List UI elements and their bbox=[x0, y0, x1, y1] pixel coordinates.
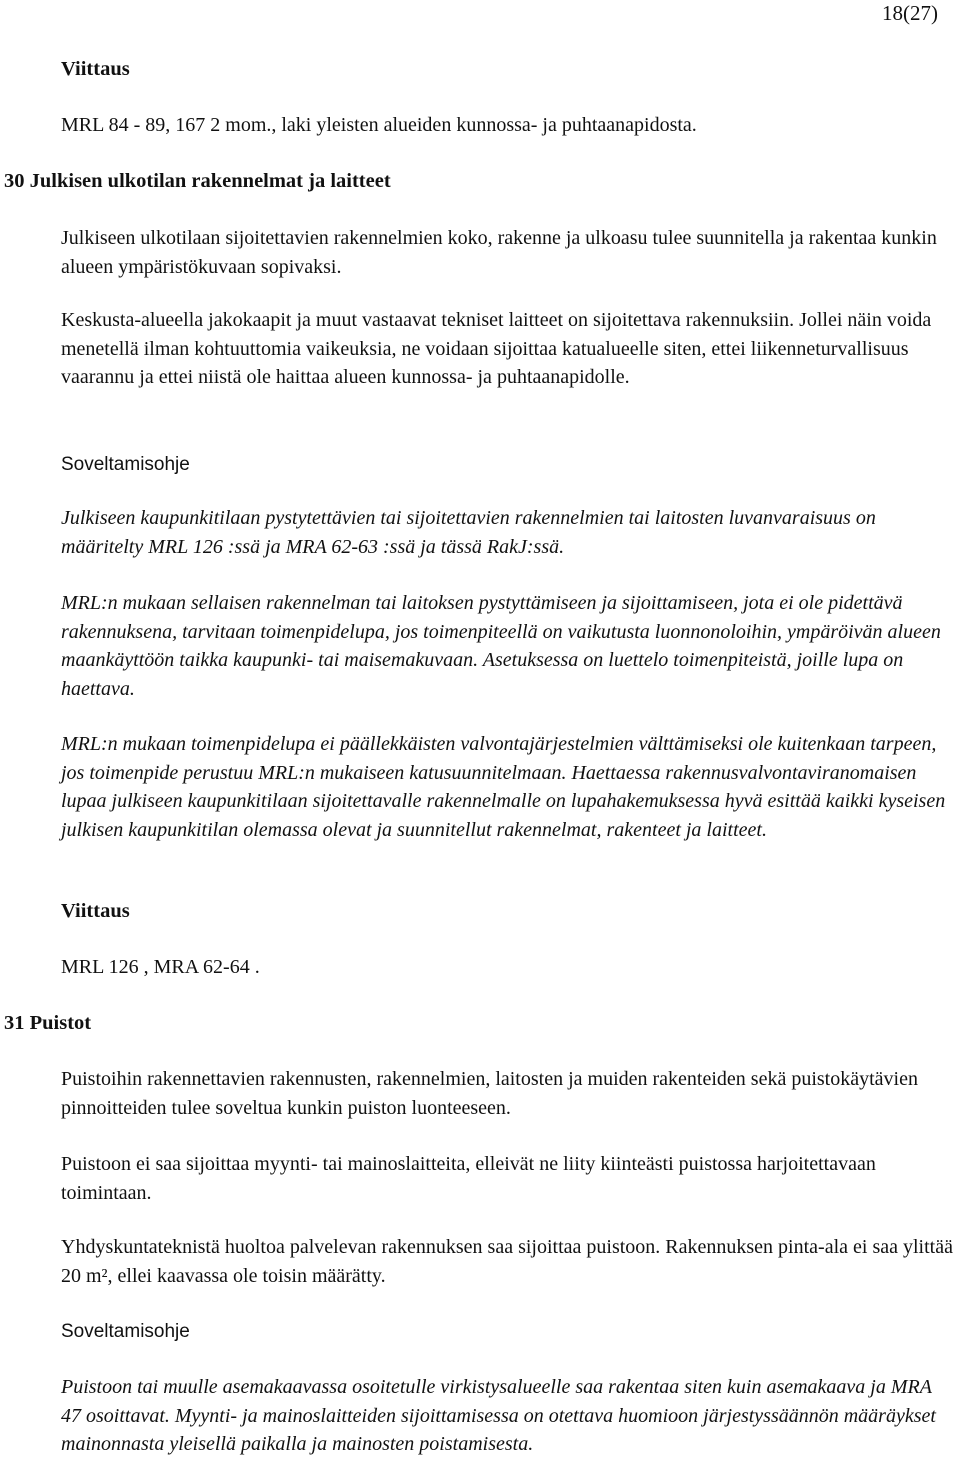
viittaus-text: MRL 126 , MRA 62-64 . bbox=[61, 956, 260, 978]
sec30-s2-block bbox=[61, 589, 953, 703]
section-31-paragraph-3: Yhdyskuntateknistä huoltoa palvelevan rakennuksen saa sijoittaa puistoon. Rakennuksen pinta-ala ei saa ylittää 20 m², ellei kaavassa ole toisin määrätty. bbox=[61, 1236, 953, 1287]
sec29-viittaus-text-block bbox=[61, 111, 953, 140]
sec31-p1-block bbox=[61, 1065, 953, 1122]
soveltamisohje-paragraph-2: MRL:n mukaan sellaisen rakennelman tai laitoksen pystyttämiseen ja sijoittamiseen, jota ei ole pidettävä rakennuksena, tarvitaan toimenpidelupa, jos toimenpiteellä on vaikutusta luonnonoloihin, ympäröivän alueen maankäyttöön taikka kaupunki- tai maisemakuvaan. Asetuksessa on luettelo toimenpiteistä, joille lupa on haettava. bbox=[61, 592, 941, 700]
page-number: 18(27) bbox=[882, 1, 938, 25]
sec30-p1-block bbox=[61, 224, 953, 281]
sec31-s1-block bbox=[61, 1373, 953, 1459]
sec30-soveltamisohje-block bbox=[61, 451, 953, 480]
viittaus-heading: Viittaus bbox=[61, 58, 130, 80]
section-31-paragraph-1: Puistoihin rakennettavien rakennusten, rakennelmien, laitosten ja muiden rakenteiden sekä puistokäytävien pinnoitteiden tulee soveltua kunkin puiston luonteeseen. bbox=[61, 1068, 918, 1119]
sec31-p3-block bbox=[61, 1233, 953, 1290]
section-30-paragraph-2: Keskusta-alueella jakokaapit ja muut vastaavat tekniset laitteet on sijoitettava rakennuksiin. Jollei näin voida menetellä ilman kohtuuttomia vaikeuksia, ne voidaan sijoittaa katualueelle siten, ettei liikenneturvallisuus vaarannu ja ettei niistä ole haittaa alueen kunnossa- ja puhtaanapidolle. bbox=[61, 309, 932, 388]
sec31-p2-block bbox=[61, 1150, 953, 1207]
viittaus-heading: Viittaus bbox=[61, 900, 130, 922]
sec30-heading-block bbox=[4, 167, 953, 196]
sec29-viittaus-block bbox=[61, 55, 953, 84]
section-30-paragraph-1: Julkiseen ulkotilaan sijoitettavien rakennelmien koko, rakenne ja ulkoasu tulee suunnitella ja rakentaa kunkin alueen ympäristökuvaan sopivaksi. bbox=[61, 227, 937, 278]
sec31-heading-block bbox=[4, 1009, 953, 1038]
viittaus-text: MRL 84 - 89, 167 2 mom., laki yleisten alueiden kunnossa- ja puhtaanapidosta. bbox=[61, 114, 697, 136]
soveltamisohje-heading: Soveltamisohje bbox=[61, 1321, 190, 1342]
sec30-viittaus-text-block bbox=[61, 953, 953, 982]
sec31-soveltamisohje-block bbox=[61, 1318, 953, 1347]
soveltamisohje-paragraph-3: MRL:n mukaan toimenpidelupa ei päällekkäisten valvontajärjestelmien välttämiseksi ole kuitenkaan tarpeen, jos toimenpide perustuu MRL:n mukaiseen katusuunnitelmaan. Haettaessa rakennusvalvontaviranomaisen lupaa julkiseen kaupunkitilaan sijoitettavalle rakennelmalle on lupahakemuksessa hyvä esittää kaikki kyseisen julkisen kaupunkitilan olemassa olevat ja suunnitellut rakennelmat, rakenteet ja laitteet. bbox=[61, 733, 946, 841]
sec30-s1-block bbox=[61, 504, 953, 561]
soveltamisohje-paragraph-1: Puistoon tai muulle asemakaavassa osoitetulle virkistysalueelle saa rakentaa siten kuin asemakaava ja MRA 47 osoittavat. Myynti- ja mainoslaitteiden sijoittamisessa on otettava huomioon järjestyssäännön määräykset mainonnasta yleisellä paikalla ja mainosten poistamisesta. bbox=[61, 1376, 936, 1455]
sec30-s3-block bbox=[61, 730, 953, 844]
sec30-viittaus-block bbox=[61, 897, 953, 926]
sec30-p2-block bbox=[61, 306, 953, 392]
section-31-paragraph-2: Puistoon ei saa sijoittaa myynti- tai mainoslaitteita, elleivät ne liity kiinteästi puistossa harjoitettavaan toimintaan. bbox=[61, 1153, 876, 1204]
section-31-heading: 31 Puistot bbox=[4, 1012, 92, 1034]
soveltamisohje-paragraph-1: Julkiseen kaupunkitilaan pystytettävien tai sijoitettavien rakennelmien tai laitosten luvanvaraisuus on määritelty MRL 126 :ssä ja MRA 62-63 :ssä ja tässä RakJ:ssä. bbox=[61, 507, 876, 558]
soveltamisohje-heading: Soveltamisohje bbox=[61, 454, 190, 475]
section-30-heading: 30 Julkisen ulkotilan rakennelmat ja laitteet bbox=[4, 170, 391, 192]
